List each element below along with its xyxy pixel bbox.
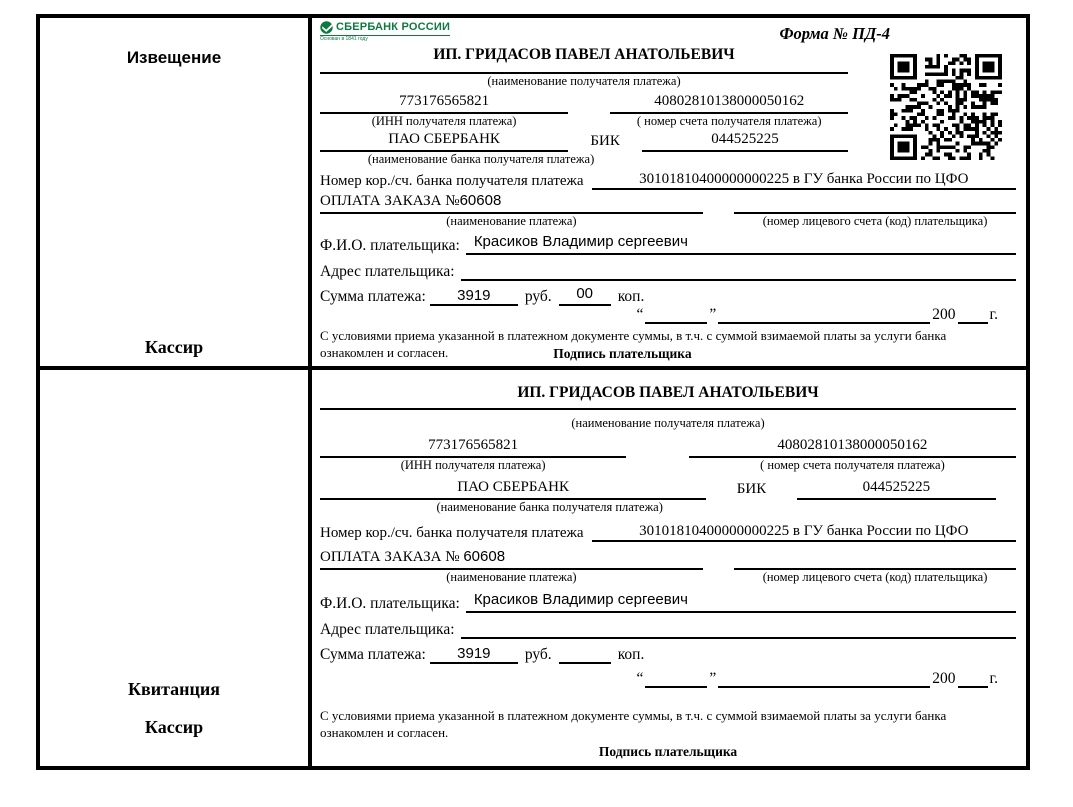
agreement-text-line2: ознакомлен и согласен.	[320, 724, 449, 740]
sum-label: Сумма платежа:	[320, 288, 426, 305]
corr-account-label: Номер кор./сч. банка получателя платежа	[320, 525, 584, 541]
amount-kop-field: 00	[559, 285, 611, 306]
rub-label: руб.	[524, 646, 552, 663]
personal-account-field	[734, 192, 1016, 214]
payer-address-field	[461, 259, 1016, 281]
payer-fio-field: Красиков Владимир сергеевич	[466, 591, 1016, 613]
payer-signature-label: Подпись плательщика	[598, 743, 738, 759]
sberbank-logo-tagline: Основан в 1841 году	[320, 36, 368, 42]
payer-fio-field: Красиков Владимир сергеевич	[466, 233, 1016, 255]
payment-purpose-field	[320, 192, 703, 214]
notice-cashier-label: Кассир	[144, 337, 204, 357]
year-prefix: 200	[932, 306, 956, 323]
date-month-field	[718, 686, 930, 688]
corr-account-label: Номер кор./сч. банка получателя платежа	[320, 173, 584, 189]
kop-label: коп.	[617, 288, 645, 305]
personal-account-field	[734, 548, 1016, 570]
year-field	[958, 322, 988, 324]
payer-signature-label: Подпись плательщика	[553, 345, 692, 361]
payer-address-label: Адрес плательщика:	[320, 621, 455, 638]
date-quote-close: ”	[709, 670, 717, 687]
year-suffix: г.	[989, 670, 998, 687]
bank-name-value: ПАО СБЕРБАНК	[320, 131, 568, 152]
recipient-caption: (наименование получателя платежа)	[571, 416, 765, 430]
payment-name-caption: (наименование платежа)	[446, 570, 577, 584]
payer-address-label: Адрес плательщика:	[320, 263, 455, 280]
date-quote-close: ”	[709, 306, 717, 323]
notice-side-cell	[40, 18, 312, 370]
sberbank-logo	[320, 21, 450, 42]
date-month-field	[718, 322, 930, 324]
order-number-value: 60608	[463, 548, 506, 565]
payment-purpose-text: ОПЛАТА ЗАКАЗА №	[320, 193, 460, 209]
agreement-text-line2: ознакомлен и согласен.	[320, 344, 449, 360]
date-day-field	[645, 322, 707, 324]
year-field	[958, 686, 988, 688]
sum-label: Сумма платежа:	[320, 646, 426, 663]
account-value: 40802810138000050162	[689, 437, 1016, 458]
recipient-caption: (наименование получателя платежа)	[487, 74, 681, 88]
receipt-label: Квитанция	[127, 679, 221, 699]
order-number-value: 60608	[459, 192, 502, 209]
year-prefix: 200	[932, 670, 956, 687]
account-caption: ( номер счета получателя платежа)	[636, 114, 822, 128]
bank-name-caption: (наименование банка получателя платежа)	[436, 500, 663, 514]
kop-label: коп.	[617, 646, 645, 663]
date-quote-open: “	[636, 306, 644, 323]
payment-form-pd4	[36, 14, 1030, 770]
notice-header-row	[320, 21, 1016, 46]
payment-purpose-text: ОПЛАТА ЗАКАЗА №	[320, 549, 460, 565]
inn-value: 773176565821	[320, 437, 626, 458]
payment-purpose-field	[320, 548, 703, 570]
form-number-label: Форма № ПД-4	[779, 24, 890, 43]
amount-rub-field: 3919	[430, 645, 518, 664]
recipient-name: ИП. ГРИДАСОВ ПАВЕЛ АНАТОЛЬЕВИЧ	[320, 46, 848, 74]
notice-label: Извещение	[126, 48, 222, 67]
receipt-side-cell	[40, 370, 312, 766]
date-quote-open: “	[636, 670, 644, 687]
payment-name-caption: (наименование платежа)	[446, 214, 577, 228]
receipt-cashier-label: Кассир	[144, 717, 204, 737]
sberbank-logo-icon	[320, 21, 333, 34]
inn-caption: (ИНН получателя платежа)	[400, 458, 546, 472]
bik-label: БИК	[736, 481, 767, 497]
receipt-form-cell	[312, 370, 1026, 766]
corr-account-value: 30101810400000000225 в ГУ банка России по ЦФО	[592, 523, 1016, 542]
account-caption: ( номер счета получателя платежа)	[760, 458, 945, 472]
inn-value: 773176565821	[320, 93, 568, 114]
date-day-field	[645, 686, 707, 688]
amount-rub-field: 3919	[430, 287, 518, 306]
agreement-text-line1: С условиями приема указанной в платежном документе суммы, в т.ч. с суммой взимаемой платы за услуги банка	[320, 708, 947, 723]
notice-form-cell	[312, 18, 1026, 370]
account-value: 40802810138000050162	[610, 93, 848, 114]
bik-label: БИК	[590, 133, 620, 149]
payer-address-field	[461, 617, 1016, 639]
agreement-text-line1: С условиями приема указанной в платежном документе суммы, в т.ч. с суммой взимаемой платы за услуги банка	[320, 328, 947, 343]
inn-caption: (ИНН получателя платежа)	[371, 114, 517, 128]
amount-kop-field	[559, 643, 611, 664]
payer-fio-label: Ф.И.О. плательщика:	[320, 595, 460, 612]
rub-label: руб.	[524, 288, 552, 305]
bik-value: 044525225	[797, 479, 996, 500]
corr-account-value: 30101810400000000225 в ГУ банка России по ЦФО	[592, 171, 1016, 190]
bank-name-caption: (наименование банка получателя платежа)	[367, 152, 595, 166]
payer-fio-label: Ф.И.О. плательщика:	[320, 237, 460, 254]
year-suffix: г.	[989, 306, 998, 323]
bank-name-value: ПАО СБЕРБАНК	[320, 479, 706, 500]
bik-value: 044525225	[642, 131, 848, 152]
recipient-name: ИП. ГРИДАСОВ ПАВЕЛ АНАТОЛЬЕВИЧ	[320, 384, 1016, 410]
qr-code	[890, 54, 1002, 160]
personal-account-caption: (номер лицевого счета (код) плательщика)	[762, 214, 988, 228]
sberbank-logo-text: СБЕРБАНК РОССИИ	[336, 21, 451, 33]
personal-account-caption: (номер лицевого счета (код) плательщика)	[762, 570, 988, 584]
